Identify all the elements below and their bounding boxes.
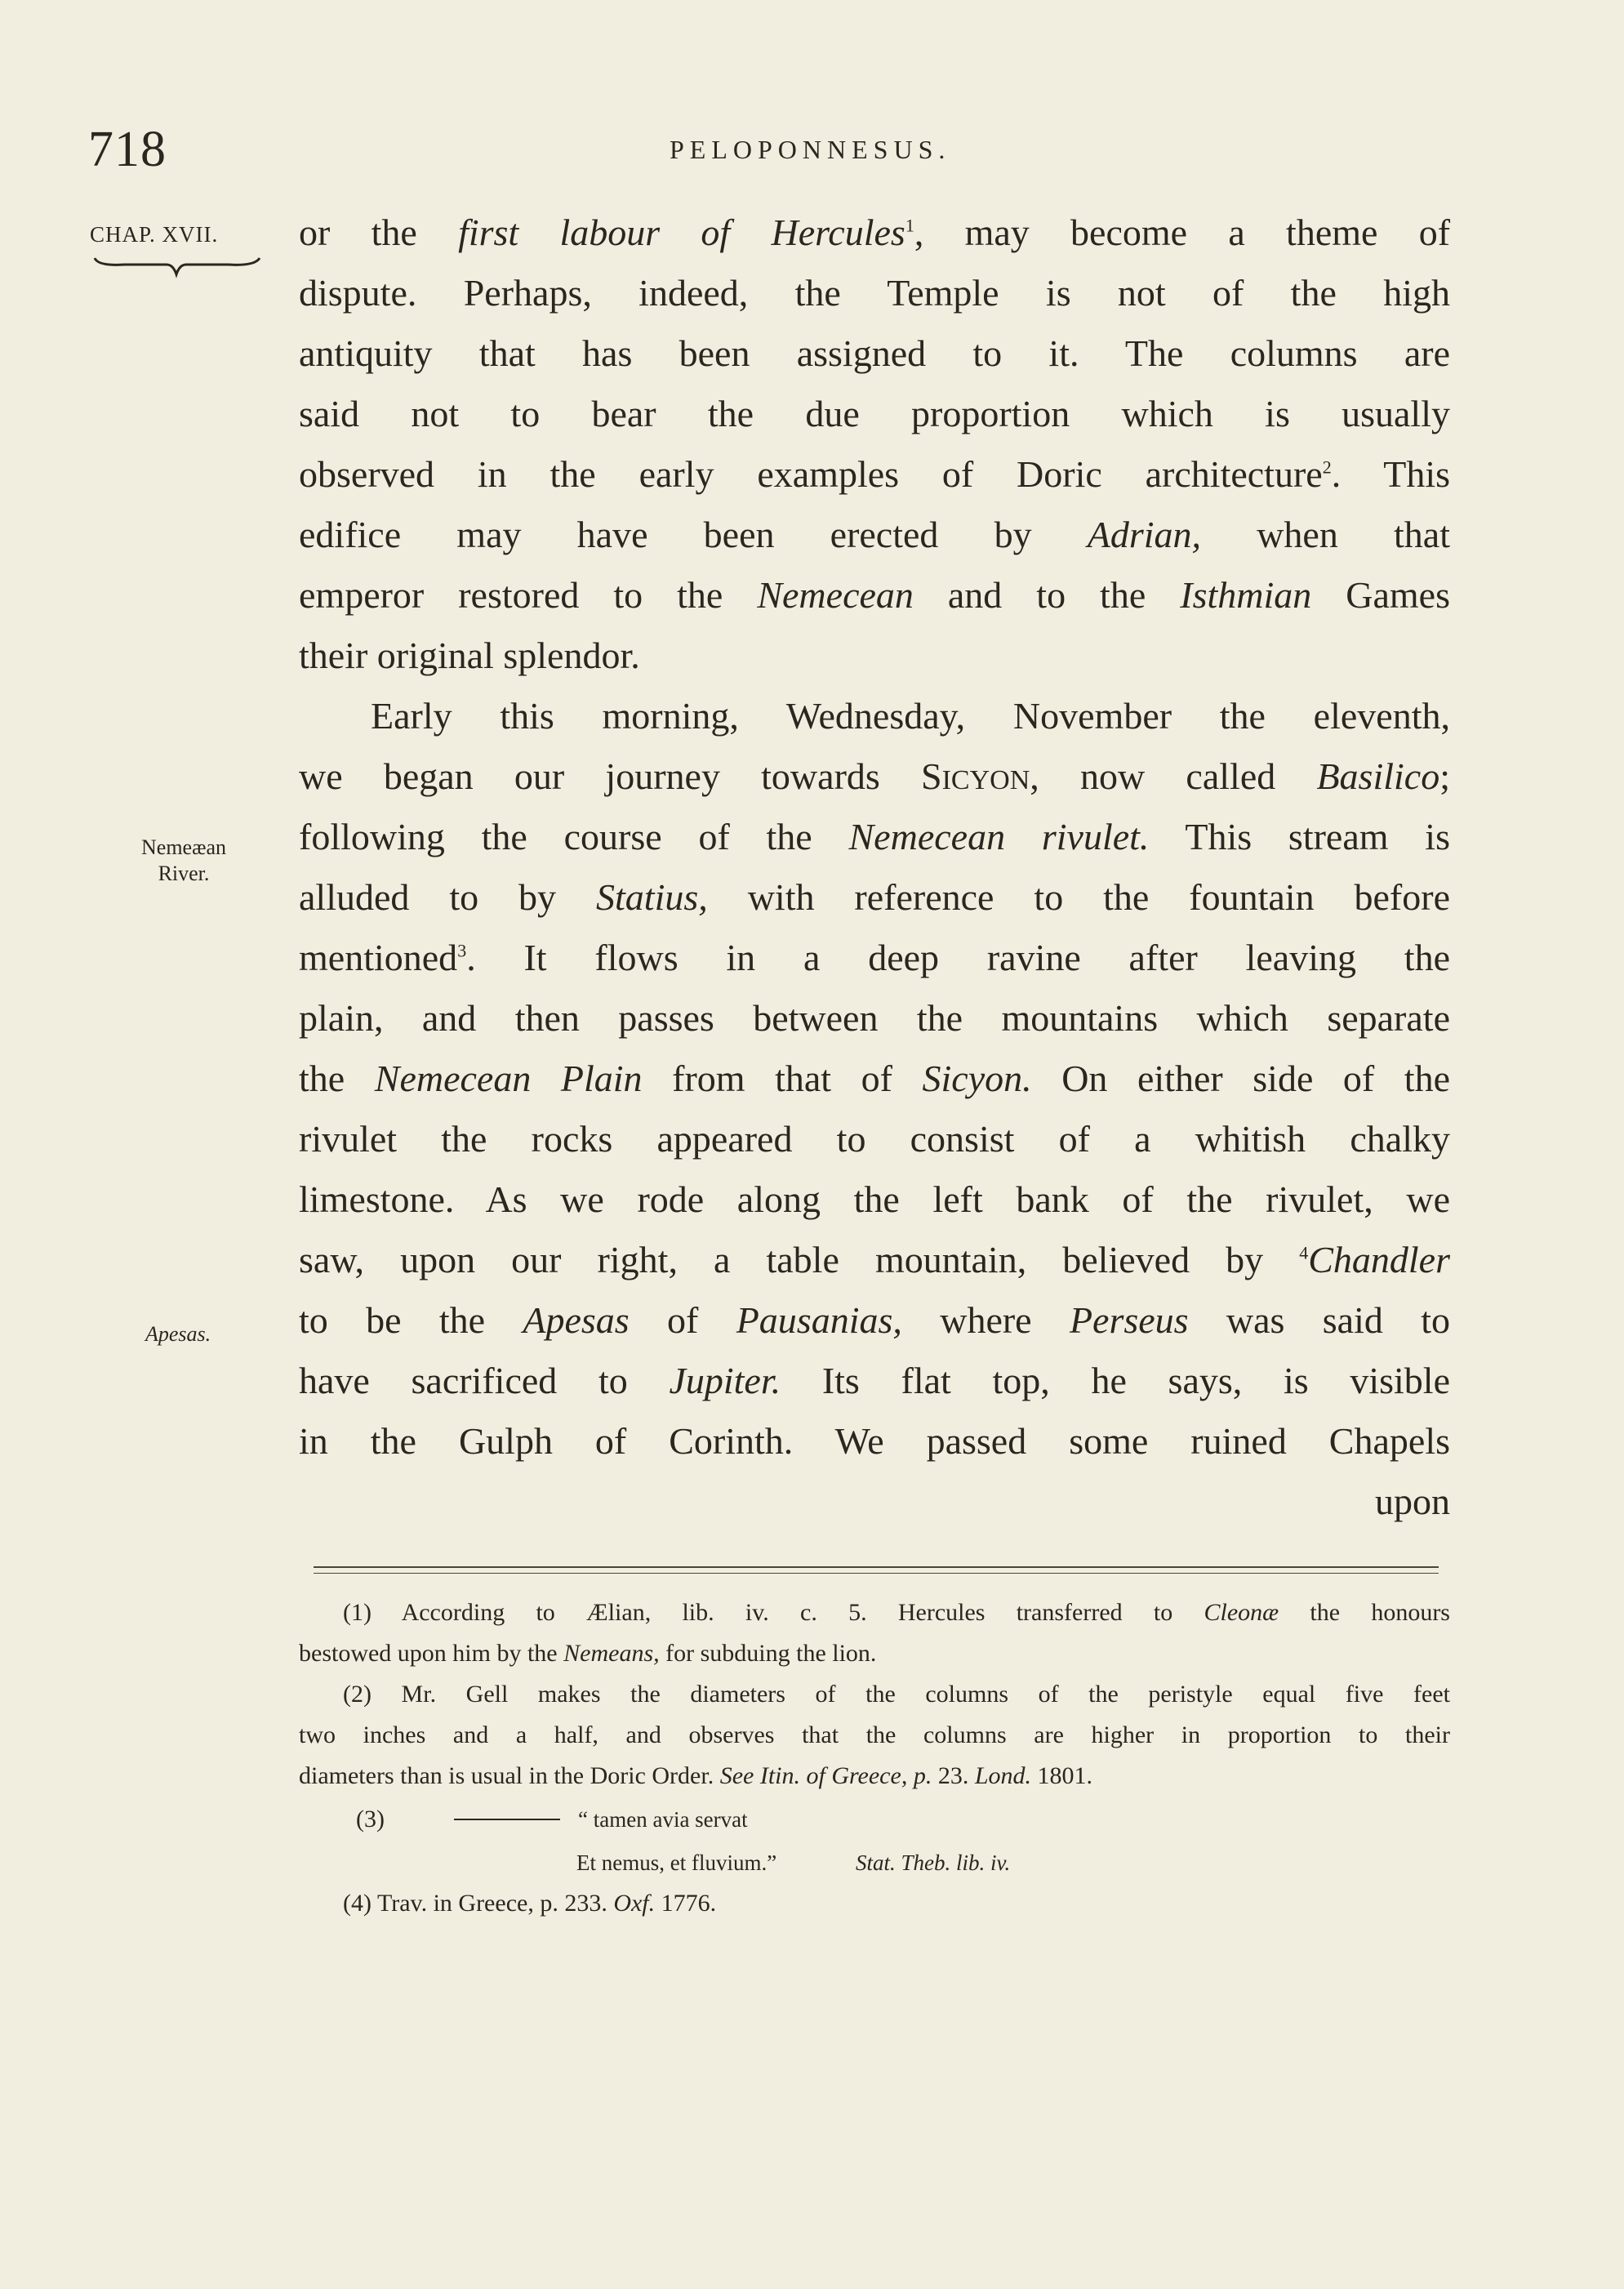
footnote-divider-thin — [314, 1573, 1439, 1574]
text-line: we began our journey towards SICYON, now called Basilico; — [299, 755, 1450, 797]
body-text — [299, 203, 1450, 1532]
margin-note-line: Nemeæan — [141, 835, 226, 859]
margin-note-nemean-river — [114, 835, 253, 887]
text-line: or the first labour of Hercules$^1$, may become a theme of — [299, 212, 1451, 253]
footnotes — [299, 1592, 1450, 1924]
text-line: emperor restored to the Nemecean and to the Isthmian Games — [299, 574, 1450, 616]
footnote-1-cont: bestowed upon him by the Nemeans, for subduing the lion. — [299, 1640, 877, 1667]
quote-citation: Stat. Theb. lib. iv. — [855, 1850, 1011, 1875]
text-line: antiquity that has been assigned to it. The columns are — [299, 332, 1450, 374]
footnote-3 — [299, 1797, 1450, 1842]
text-line: Early this morning, Wednesday, November the eleventh, — [371, 695, 1450, 737]
text-line: plain, and then passes between the mountains which separate — [299, 997, 1450, 1039]
text-line: edifice may have been erected by Adrian, when that — [299, 514, 1450, 555]
footnote-1: (1) According to Ælian, lib. iv. c. 5. Hercules transferred to Cleonæ the honours — [343, 1599, 1450, 1626]
footnote-3-number: (3) — [356, 1806, 385, 1833]
text-line: in the Gulph of Corinth. We passed some ruined Chapels — [299, 1420, 1450, 1462]
footnote-3-cont — [299, 1842, 1450, 1883]
text-line: dispute. Perhaps, indeed, the Temple is not of the high — [299, 272, 1450, 314]
text-line: their original splendor. — [299, 635, 640, 676]
text-line: said not to bear the due proportion which is usually — [299, 393, 1450, 434]
text-line: alluded to by Statius, with reference to the fountain before — [299, 876, 1450, 918]
text-line: mentioned$^3$. It flows in a deep ravine after leaving the — [299, 937, 1450, 978]
margin-note-line: River. — [158, 862, 210, 885]
text-line: the Nemecean Plain from that of Sicyon. On either side of the — [299, 1058, 1451, 1099]
chapter-marker: CHAP. XVII. — [90, 222, 219, 247]
text-line: following the course of the Nemecean rivulet. This stream is — [299, 816, 1450, 857]
margin-note-apesas: Apesas. — [145, 1322, 211, 1346]
text-line: observed in the early examples of Doric architecture$^2$. This — [299, 453, 1450, 495]
footnote-2-cont: two inches and a half, and observes that the columns are higher in proportion to their — [299, 1721, 1450, 1748]
text-line: rivulet the rocks appeared to consist of a whitish chalky — [299, 1118, 1450, 1160]
footnote-2-cont: diameters than is usual in the Doric Order. See Itin. of Greece, p. 23. Lond. 1801. — [299, 1762, 1093, 1789]
footnote-2: (2) Mr. Gell makes the diameters of the columns of the peristyle equal five feet — [343, 1681, 1450, 1708]
quote-line-1: “ tamen avia servat — [578, 1806, 748, 1832]
footnote-4: (4) Trav. in Greece, p. 233. Oxf. 1776. — [343, 1890, 717, 1917]
quote-line-2: Et nemus, et fluvium.” — [576, 1850, 777, 1875]
page-number: 718 — [88, 122, 167, 177]
quote-dash — [454, 1819, 560, 1820]
catchword: upon — [1375, 1481, 1450, 1522]
footnote-divider — [314, 1566, 1439, 1568]
text-line: have sacrificed to Jupiter. Its flat top, he says, is visible — [299, 1360, 1450, 1401]
brace-ornament — [91, 255, 263, 279]
text-line: limestone. As we rode along the left bank of the rivulet, we — [299, 1178, 1450, 1220]
running-head: PELOPONNESUS. — [670, 135, 951, 164]
text-line: saw, upon our right, a table mountain, believed by $^4$Chandler — [299, 1239, 1450, 1280]
text-line: to be the Apesas of Pausanias, where Perseus was said to — [299, 1299, 1450, 1341]
